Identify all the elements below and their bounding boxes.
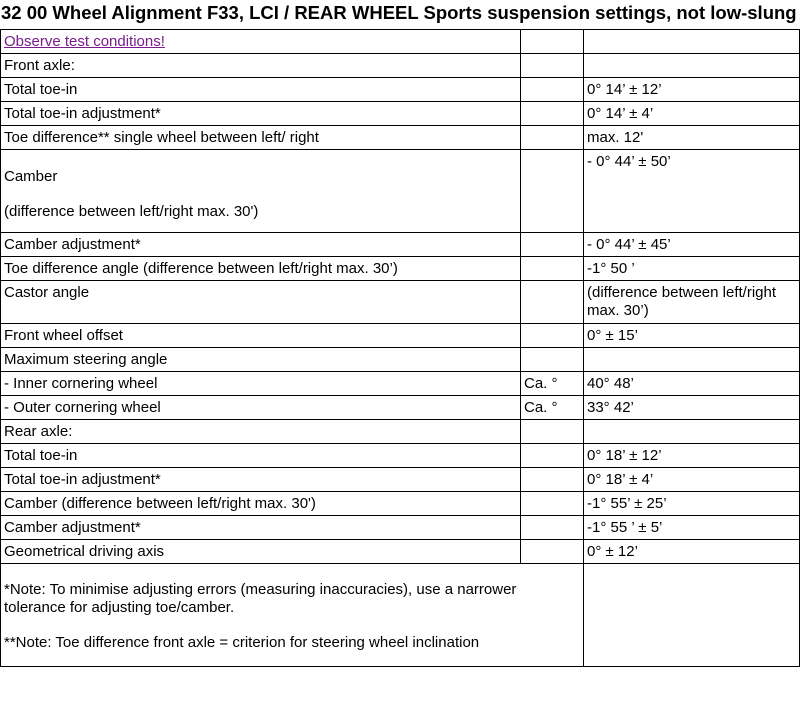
table-row [1,372,800,396]
row-value: 0° 18’ ± 4’ [584,468,800,492]
row-unit [521,78,584,102]
row-label: Total toe-in adjustment* [1,468,521,492]
table-row [1,233,800,257]
row-label: Camber (difference between left/right max. 30') [1,492,521,516]
row-value: (difference between left/right max. 30’) [584,281,800,324]
row-unit [521,102,584,126]
row-value: 0° 14’ ± 12’ [584,78,800,102]
table-cell [584,420,800,444]
table-cell [521,324,584,348]
section-label: Rear axle: [1,420,521,444]
table-cell [521,54,584,78]
table-row [1,150,800,233]
row-value: 0° 14’ ± 4’ [584,102,800,126]
table-cell [521,30,584,54]
row-unit: Ca. ° [521,396,584,420]
section-header-row [1,54,800,78]
table-row [1,540,800,564]
row-label: Camber [4,168,58,185]
row-label: Total toe-in [1,78,521,102]
row-value: -1° 55 ’ ± 5’ [584,516,800,540]
row-unit [521,126,584,150]
test-conditions-link[interactable]: Observe test conditions! [4,33,165,50]
section-label: Maximum steering angle [1,348,521,372]
row-label: Front wheel offset [1,324,521,348]
row-sublabel: (difference between left/right max. 30') [4,203,259,220]
row-unit [521,516,584,540]
row-label: - Inner cornering wheel [1,372,521,396]
row-label: Toe difference** single wheel between left/ right [1,126,521,150]
row-value: 33° 42’ [584,396,800,420]
table-row [1,324,800,348]
note-tolerance: *Note: To minimise adjusting errors (measuring inaccuracies), use a narrower tolerance for adjusting toe/camber. [4,581,517,616]
row-value: 40° 48’ [584,372,800,396]
table-cell [521,281,584,324]
row-value: -1° 50 ’ [584,257,800,281]
table-cell [521,348,584,372]
table-row [1,257,800,281]
notes-row [1,564,800,667]
row-label: Toe difference angle (difference between left/right max. 30’) [1,257,521,281]
table-row [1,78,800,102]
row-label: Total toe-in [1,444,521,468]
row-unit [521,257,584,281]
section-header-row [1,348,800,372]
row-value: 0° ± 15’ [584,324,800,348]
row-unit: Ca. ° [521,372,584,396]
table-row [1,30,800,54]
table-row [1,444,800,468]
notes-cell [1,564,584,667]
table-row [1,492,800,516]
table-cell [584,564,800,667]
row-label: Castor angle [1,281,521,324]
row-label: Camber adjustment* [1,233,521,257]
table-row [1,102,800,126]
table-row [1,396,800,420]
table-cell [521,150,584,233]
row-label: Total toe-in adjustment* [1,102,521,126]
row-unit [521,468,584,492]
table-cell [1,30,521,54]
table-row [1,281,800,324]
section-header-row [1,420,800,444]
row-value: 0° ± 12’ [584,540,800,564]
table-cell [584,30,800,54]
row-value: 0° 18’ ± 12’ [584,444,800,468]
page-title: 32 00 Wheel Alignment F33, LCI / REAR WHEEL Sports suspension settings, not low-slung [1,2,797,23]
section-label: Front axle: [1,54,521,78]
row-unit [521,233,584,257]
row-value: max. 12' [584,126,800,150]
row-value: - 0° 44’ ± 50’ [584,150,800,233]
row-label: Camber adjustment* [1,516,521,540]
table-row [1,468,800,492]
row-label: - Outer cornering wheel [1,396,521,420]
camber-cell [1,150,521,233]
alignment-table [0,29,800,667]
note-toe-difference: **Note: Toe difference front axle = criterion for steering wheel inclination [4,634,480,651]
table-cell [584,54,800,78]
table-row [1,126,800,150]
row-unit [521,444,584,468]
row-label: Geometrical driving axis [1,540,521,564]
table-row [1,516,800,540]
row-unit [521,492,584,516]
table-cell [584,348,800,372]
table-cell [521,420,584,444]
row-unit [521,540,584,564]
row-value: - 0° 44’ ± 45’ [584,233,800,257]
row-value: -1° 55’ ± 25’ [584,492,800,516]
